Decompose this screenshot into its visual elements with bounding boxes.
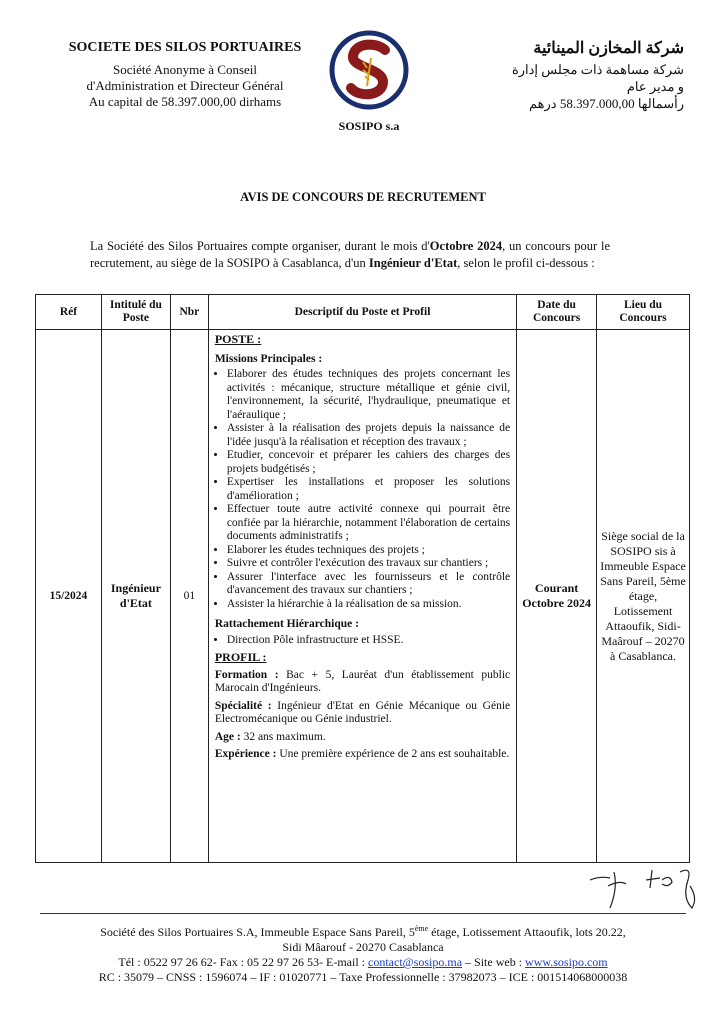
mission-item: • Elaborer les études techniques des projets ; (227, 544, 510, 558)
header-intitule: Intitulé du Poste (101, 295, 170, 330)
mission-item: • Assister à la réalisation des projets depuis la naissance de l'idée jusqu'à la réalisation et réception des travaux ; (227, 422, 510, 449)
signature-icon (580, 858, 710, 918)
poste-heading: POSTE : (214, 332, 262, 346)
company-form-line-ar: شركة مساهمة ذات مجلس إدارة (511, 62, 684, 77)
company-board-line-ar: و مدير عام (626, 79, 684, 94)
footer (30, 921, 696, 985)
logo-label: SOSIPO s.a (338, 119, 400, 133)
footer-registry-line: RC : 35079 – CNSS : 1596074 – IF : 01020771 – Taxe Professionnelle : 37982073 – ICE : 001514068000038 (98, 970, 628, 984)
footer-contact-line (30, 955, 696, 970)
header-ref: Réf (36, 295, 102, 330)
mission-item: • Etudier, concevoir et préparer les cahiers des charges des projets budgétisés ; (227, 449, 510, 476)
specialite-text (215, 700, 510, 727)
profil-heading: PROFIL : (214, 650, 267, 664)
missions-list (215, 368, 510, 611)
rattachement-list (215, 634, 510, 648)
age-label: Age : (214, 730, 241, 743)
cell-nbr: 01 (170, 330, 208, 863)
header-lieu: Lieu du Concours (597, 295, 690, 330)
formation-text (215, 669, 510, 696)
mission-item: • Effectuer toute autre activité connexe qui pourrait être confiée par la hiérarchie, notamment l'élaboration de certains documents administratifs ; (227, 503, 510, 544)
footer-web-label: – Site web : (462, 955, 526, 969)
company-name-ar: شركة المخازن المينائية (533, 40, 684, 57)
experience-label: Expérience : (214, 748, 277, 760)
mission-item: • Assister la hiérarchie à la réalisation de sa mission. (227, 598, 510, 612)
cell-intitule: Ingénieur d'Etat (101, 330, 170, 863)
intro-paragraph (90, 238, 610, 272)
company-capital-line: Au capital de 58.397.000,00 dirhams (88, 94, 282, 109)
formation-label: Formation : (214, 668, 279, 681)
intro-text-1: La Société des Silos Portuaires compte organiser, durant le mois d' (90, 239, 430, 253)
mission-item: • Assurer l'interface avec les fournisseurs et le contrôle d'avancement des travaux sur chantiers ; (227, 571, 510, 598)
experience-text (215, 748, 510, 762)
formation-value: Bac + 5, Lauréat d'un établissement public Marocain d'Ingénieurs. (214, 668, 511, 694)
rattachement-item: • Direction Pôle infrastructure et HSSE. (227, 634, 510, 648)
intro-text-3: , selon le profil ci-dessous : (457, 256, 595, 270)
header-date: Date du Concours (517, 295, 597, 330)
header-left (50, 40, 320, 110)
mission-item: • Suivre et contrôler l'exécution des travaux sur chantiers ; (227, 557, 510, 571)
company-form-line: Société Anonyme à Conseil (112, 62, 258, 77)
footer-phone-fax: Tél : 0522 97 26 62- Fax : 05 22 97 26 53- E-mail : (118, 955, 369, 969)
header-nbr: Nbr (170, 295, 208, 330)
age-value: 32 ans maximum. (240, 730, 326, 743)
header-descriptif: Descriptif du Poste et Profil (208, 295, 516, 330)
experience-value: Une première expérience de 2 ans est souhaitable. (276, 748, 510, 760)
specialite-label: Spécialité : (214, 699, 272, 712)
specialite-value: Ingénieur d'Etat en Génie Mécanique ou Génie Electromécanique ou Génie industriel. (214, 699, 511, 725)
age-text (215, 731, 510, 745)
cell-ref: 15/2024 (36, 330, 102, 863)
company-logo (327, 28, 411, 134)
footer-city-line: Sidi Mâarouf - 20270 Casablanca (282, 940, 444, 954)
intro-text-2: , un concours pour le recrutement, au siège de la SOSIPO à Casablanca, d'un (90, 239, 610, 270)
cell-descriptif (208, 330, 516, 863)
footer-address-b: étage, Lotissement Attaoufik, lots 20.22, (428, 925, 626, 939)
table-row (36, 330, 690, 863)
mission-item: • Elaborer des études techniques des projets concernant les activités : mécanique, structure métallique et génie civil, l'environnement, la sécurité, l'hydraulique, pneumatique et l'aéraulique ; (227, 368, 510, 422)
cell-date: Courant Octobre 2024 (517, 330, 597, 863)
recruitment-table (35, 294, 690, 863)
document-title: AVIS DE CONCOURS DE RECRUTEMENT (240, 190, 486, 204)
mission-item: • Expertiser les installations et proposer les solutions d'amélioration ; (227, 476, 510, 503)
company-name-fr: SOCIETE DES SILOS PORTUAIRES (68, 40, 302, 55)
intro-position: Ingénieur d'Etat (368, 256, 458, 270)
company-capital-line-ar: رأسمالها 58.397.000,00 درهم (528, 96, 684, 111)
sosipo-logo-icon (327, 28, 411, 112)
table-header-row (36, 295, 690, 330)
footer-website-link[interactable]: www.sosipo.com (525, 955, 608, 969)
footer-address-a: Société des Silos Portuaires S.A, Immeuble Espace Sans Pareil, 5 (100, 925, 415, 939)
footer-email-link[interactable]: contact@sosipo.ma (368, 955, 463, 969)
intro-month: Octobre 2024 (429, 239, 503, 253)
cell-lieu: Siège social de la SOSIPO sis à Immeuble Espace Sans Pareil, 5ème étage, Lotissement Attaoufik, Sidi-Maârouf – 20270 à Casablanca. (597, 330, 690, 863)
footer-address-line (30, 921, 696, 940)
missions-heading: Missions Principales : (214, 352, 323, 365)
company-board-line: d'Administration et Directeur Général (86, 78, 284, 93)
footer-address-sup: ème (414, 924, 429, 933)
rattachement-heading: Rattachement Hiérarchique : (214, 618, 359, 630)
footer-divider (40, 913, 686, 914)
header-right (444, 40, 684, 112)
